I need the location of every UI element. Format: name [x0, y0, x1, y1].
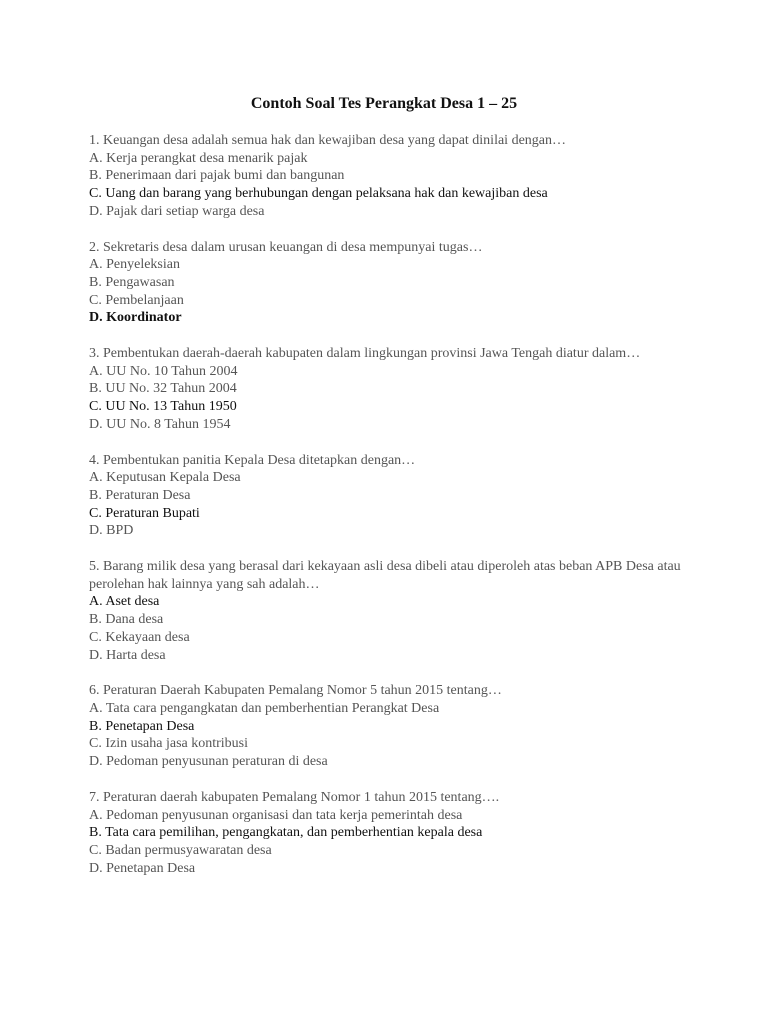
answer-option-b: B. Dana desa [89, 612, 164, 628]
answer-option-b: B. Pengawasan [89, 274, 175, 290]
question-text: 1. Keuangan desa adalah semua hak dan kewajiban desa yang dapat dinilai dengan… [89, 133, 566, 148]
answer-option-d: D. Koordinator [89, 310, 182, 326]
answer-option-c: C. Peraturan Bupati [89, 505, 200, 521]
answer-option-b: B. Penetapan Desa [89, 718, 195, 734]
answer-option-d: D. BPD [89, 523, 134, 539]
answer-option-d: D. Pajak dari setiap warga desa [89, 203, 265, 219]
answer-option-c: C. UU No. 13 Tahun 1950 [89, 399, 237, 415]
question-6 [89, 682, 689, 771]
answer-option-d: D. Pedoman penyusunan peraturan di desa [89, 754, 328, 770]
answer-option-a: A. Keputusan Kepala Desa [89, 470, 241, 486]
question-7 [89, 789, 689, 878]
answer-option-b: B. Penerimaan dari pajak bumi dan bangunan [89, 168, 345, 184]
answer-option-d: D. Harta desa [89, 647, 166, 663]
question-4 [89, 452, 689, 541]
question-5 [89, 558, 689, 664]
answer-option-c: C. Izin usaha jasa kontribusi [89, 736, 249, 752]
answer-option-a: A. UU No. 10 Tahun 2004 [89, 363, 238, 379]
answer-option-c: C. Pembelanjaan [89, 292, 184, 308]
question-list [89, 132, 689, 895]
question-text: 5. Barang milik desa yang berasal dari kekayaan asli desa dibeli atau diperoleh atas beban APB Desa atau perolehan hak lainnya yang sah adalah… [89, 559, 681, 592]
question-1 [89, 132, 689, 221]
question-text: 2. Sekretaris desa dalam urusan keuangan di desa mempunyai tugas… [89, 239, 483, 255]
answer-option-b: B. UU No. 32 Tahun 2004 [89, 381, 237, 397]
answer-option-a: A. Pedoman penyusunan organisasi dan tata kerja pemerintah desa [89, 807, 463, 823]
page-title: Contoh Soal Tes Perangkat Desa 1 – 25 [250, 95, 518, 112]
answer-option-b: B. Tata cara pemilihan, pengangkatan, dan pemberhentian kepala desa [89, 825, 483, 841]
question-2 [89, 239, 689, 328]
question-text: 3. Pembentukan daerah-daerah kabupaten dalam lingkungan provinsi Jawa Tengah diatur dalam… [89, 346, 641, 362]
question-text: 6. Peraturan Daerah Kabupaten Pemalang Nomor 5 tahun 2015 tentang… [89, 683, 502, 699]
answer-option-a: A. Tata cara pengangkatan dan pemberhentian Perangkat Desa [89, 700, 440, 716]
question-3 [89, 345, 689, 434]
answer-option-a: A. Penyeleksian [89, 257, 180, 273]
answer-option-d: D. Penetapan Desa [89, 860, 196, 876]
answer-option-c: C. Kekayaan desa [89, 629, 190, 645]
answer-option-d: D. UU No. 8 Tahun 1954 [89, 416, 231, 432]
answer-option-c: C. Uang dan barang yang berhubungan dengan pelaksana hak dan kewajiban desa [89, 186, 548, 202]
question-text: 7. Peraturan daerah kabupaten Pemalang Nomor 1 tahun 2015 tentang…. [89, 789, 500, 805]
answer-option-c: C. Badan permusyawaratan desa [89, 842, 272, 858]
question-text: 4. Pembentukan panitia Kepala Desa ditetapkan dengan… [89, 452, 416, 468]
answer-option-a: A. Kerja perangkat desa menarik pajak [89, 150, 308, 166]
answer-option-a: A. Aset desa [89, 594, 160, 610]
answer-option-b: B. Peraturan Desa [89, 487, 191, 503]
